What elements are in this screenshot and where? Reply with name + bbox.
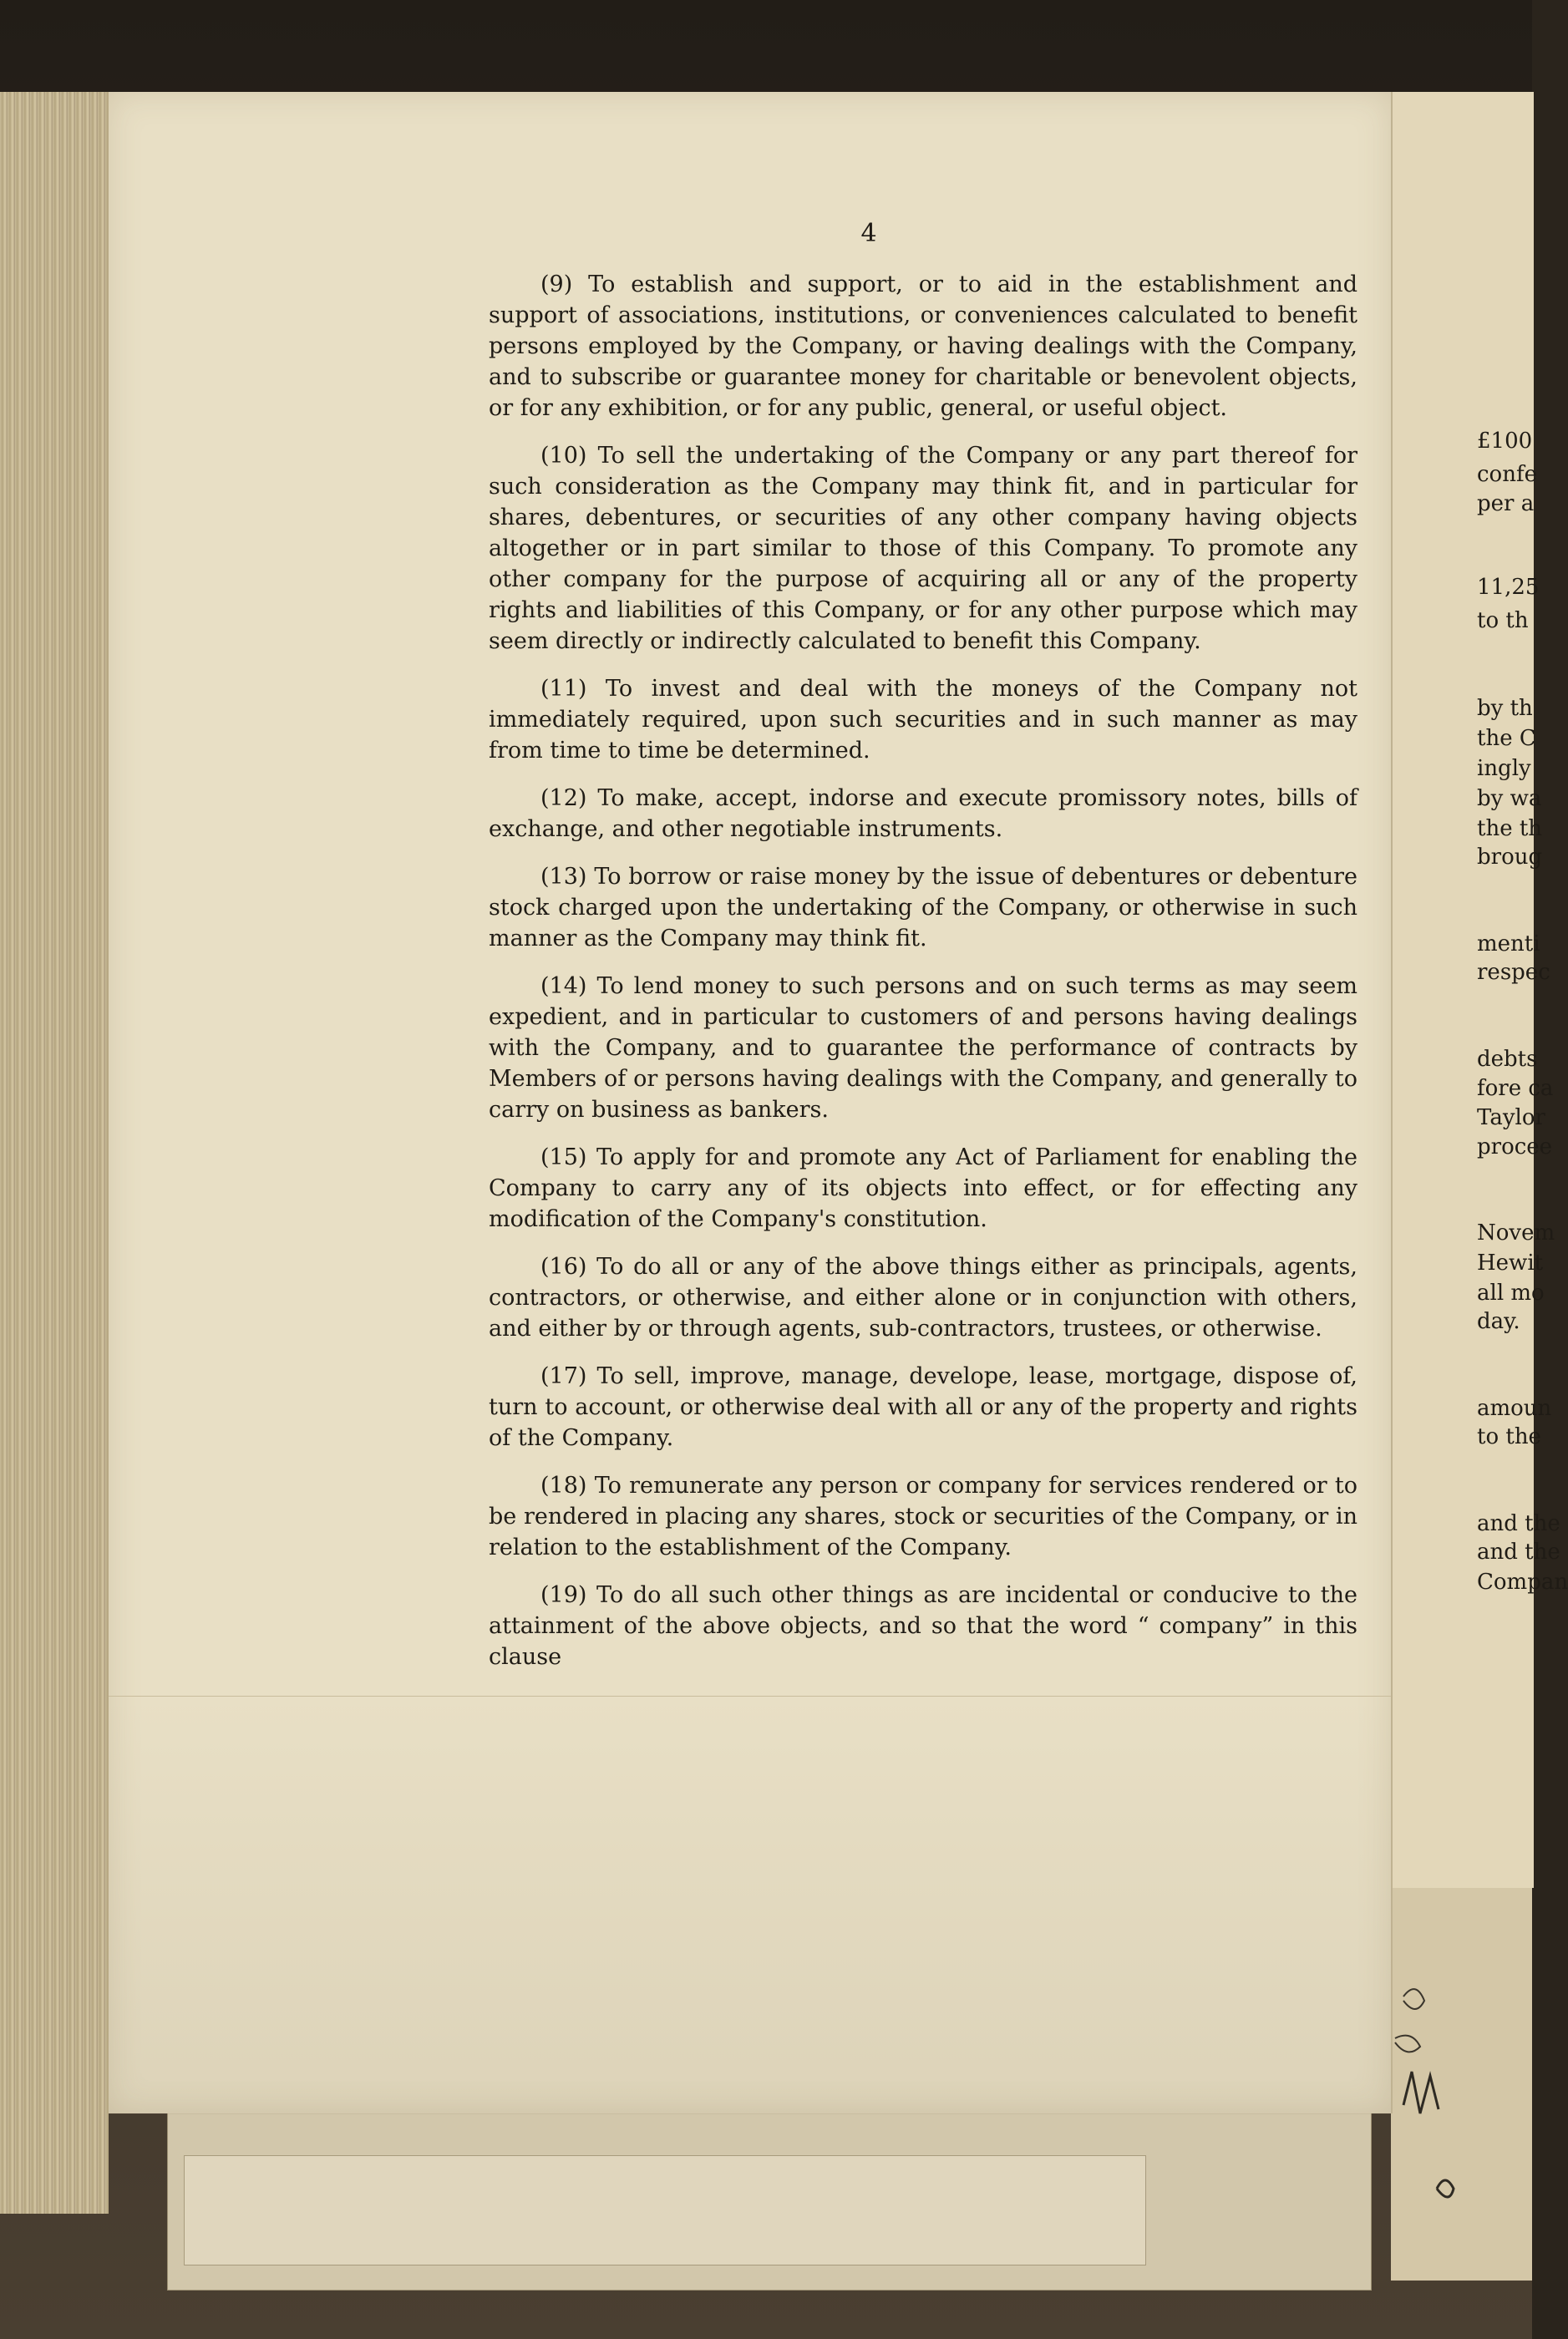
facing-text-fragment: amoun xyxy=(1477,1396,1552,1421)
facing-text-fragment: Compan xyxy=(1477,1570,1568,1595)
clause-11: (11) To invest and deal with the moneys of the Company not immediately required, upon such securities and in such manner as may from time to time be determined. xyxy=(489,676,1357,764)
clause-18: (18) To remunerate any person or company for services rendered or to be rendered in placing any shares, stock or securities of the Company, or in relation to the establishment of the Company. xyxy=(489,1473,1357,1560)
facing-text-fragment: confe xyxy=(1477,462,1537,487)
facing-text-fragment: and the xyxy=(1477,1511,1560,1536)
facing-text-fragment: by wa xyxy=(1477,786,1542,811)
facing-text-fragment: broug xyxy=(1477,845,1543,870)
facing-text-fragment: Novem xyxy=(1477,1220,1555,1246)
clause-17: (17) To sell, improve, manage, develope, lease, mortgage, dispose of, turn to account, or otherwise deal with all or any of the property and rights of the Company. xyxy=(489,1363,1357,1451)
page-number: 4 xyxy=(860,219,877,248)
underlying-sheet-inner xyxy=(184,2155,1146,2265)
facing-text-fragment: Taylor xyxy=(1477,1105,1545,1130)
facing-text-fragment: and the xyxy=(1477,1540,1560,1565)
facing-text-fragment: ingly xyxy=(1477,756,1531,781)
facing-text-fragment: all mo xyxy=(1477,1281,1545,1306)
facing-text-fragment: £100 xyxy=(1477,429,1533,454)
handwritten-pencil-marks xyxy=(1387,1971,1532,2222)
clause-19: (19) To do all such other things as are incidental or conducive to the attainment of the above objects, and so that the word “ company” in this clause xyxy=(489,1582,1357,1670)
facing-text-fragment: by th xyxy=(1477,696,1533,721)
clause-13: (13) To borrow or raise money by the issue of debentures or debenture stock charged upon the undertaking of the Company, or otherwise in such manner as the Company may think fit. xyxy=(489,864,1357,951)
book-binding-edge xyxy=(0,92,109,2214)
facing-text-fragment: day. xyxy=(1477,1309,1520,1334)
clause-12: (12) To make, accept, indorse and execute promissory notes, bills of exchange, and other negotiable instruments. xyxy=(489,785,1357,842)
facing-text-fragment: the C xyxy=(1477,726,1536,751)
facing-text-fragment: respec xyxy=(1477,960,1550,985)
clause-9: (9) To establish and support, or to aid in the establishment and support of associations, institutions, or conveniences calculated to benefit persons employed by the Company, or having dealings with the Company, and to subscribe or guarantee money for charitable or benevolent objects, or for any exhibition, or for any public, general, or useful object. xyxy=(489,271,1357,421)
clause-10: (10) To sell the undertaking of the Company or any part thereof for such consideration as the Company may think fit, and in particular for shares, debentures, or securities of any other company having objects altogether or in part similar to those of this Company. To promote any other company for the purpose of acquiring all or any of the property rights and liabilities of this Company, or for any other purpose which may seem directly or indirectly calculated to benefit this Company. xyxy=(489,443,1357,654)
facing-text-fragment: the th xyxy=(1477,816,1543,841)
facing-page xyxy=(1391,92,1568,1888)
facing-text-fragment: per a xyxy=(1477,491,1535,516)
facing-text-fragment: fore ca xyxy=(1477,1076,1554,1101)
facing-text-fragment: 11,25 xyxy=(1477,575,1540,600)
clause-16: (16) To do all or any of the above things either as principals, agents, contractors, or otherwise, and either alone or in conjunction with others, and either by or through agents, sub-contractors, trustees, or otherwise. xyxy=(489,1254,1357,1342)
clause-14: (14) To lend money to such persons and on such terms as may seem expedient, and in particular to customers of and persons having dealings with the Company, and to guarantee the performance of contracts by Members of or persons having dealings with the Company, and generally to carry on business as bankers. xyxy=(489,973,1357,1123)
facing-text-fragment: menti xyxy=(1477,931,1540,956)
clause-15: (15) To apply for and promote any Act of Parliament for enabling the Company to carry any of its objects into effect, or for effecting any modification of the Company's constitution. xyxy=(489,1144,1357,1232)
facing-text-fragment: Hewit xyxy=(1477,1251,1544,1276)
facing-text-fragment: to th xyxy=(1477,608,1529,633)
facing-text-fragment: to the xyxy=(1477,1424,1541,1449)
clause-list xyxy=(489,269,1357,1689)
facing-text-fragment: procee xyxy=(1477,1134,1553,1159)
page-fold-shadow xyxy=(109,1696,1391,2114)
facing-text-fragment: debts xyxy=(1477,1047,1538,1072)
